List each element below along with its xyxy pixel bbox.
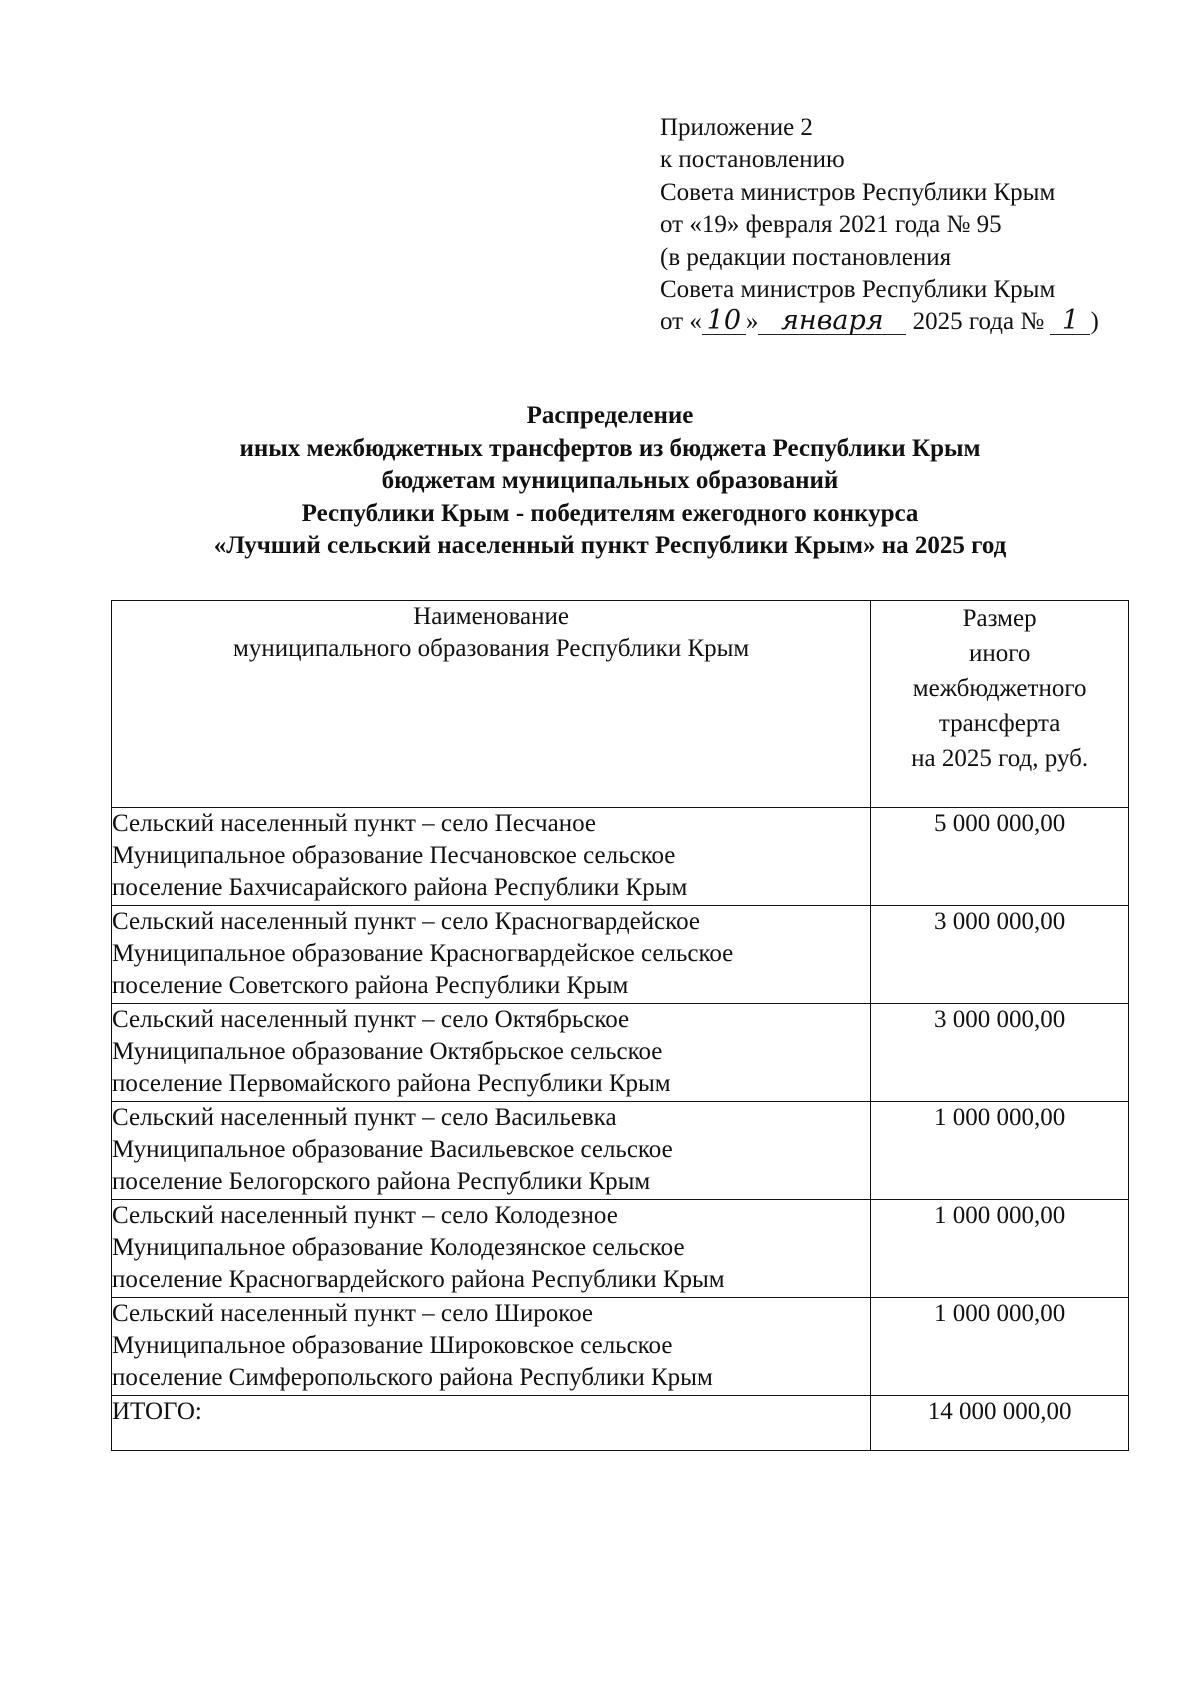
appendix-block — [660, 112, 1180, 339]
appendix-line: Приложение 2 — [660, 114, 813, 141]
municipality-cell: Сельский населенный пункт – село Широкое Муниципальное образование Широковское сельское поселение Симферопольского района Республики Крым — [112, 1298, 871, 1396]
amount-cell: 1 000 000,00 — [871, 1298, 1129, 1396]
municipality-cell: Сельский населенный пункт – село Красногвардейское Муниципальное образование Красногвардейское сельское поселение Советского района Республики Крым — [112, 906, 871, 1004]
table-row — [112, 1298, 1129, 1396]
table-row — [112, 906, 1129, 1004]
document-title — [110, 400, 1110, 563]
table-row — [112, 808, 1129, 906]
amount-cell: 1 000 000,00 — [871, 1200, 1129, 1298]
handwritten-day: 10 — [702, 308, 746, 335]
appendix-line: к постановлению — [660, 146, 845, 174]
municipality-cell: Сельский населенный пункт – село Песчаное Муниципальное образование Песчановское сельское поселение Бахчисарайского района Республики Крым — [112, 808, 871, 906]
handwritten-month: января — [758, 308, 906, 335]
title-line: иных межбюджетных трансфертов из бюджета Республики Крым — [239, 434, 981, 462]
total-amount: 14 000 000,00 — [871, 1396, 1129, 1451]
title-line: Распределение — [526, 402, 694, 429]
table-row — [112, 1200, 1129, 1298]
municipality-cell: Сельский населенный пункт – село Васильевка Муниципальное образование Васильевское сельское поселение Белогорского района Республики Крым — [112, 1102, 871, 1200]
header-municipality: Наименование муниципального образования Республики Крым — [112, 601, 871, 808]
amendment-date-line: от « 10 » января 2025 года № 1 ) — [660, 305, 1099, 337]
amount-cell: 3 000 000,00 — [871, 1004, 1129, 1102]
total-label: ИТОГО: — [112, 1396, 871, 1451]
appendix-line: Совета министров Республики Крым — [660, 178, 1056, 206]
handwritten-number: 1 — [1050, 308, 1090, 335]
amendment-year: 2025 — [912, 308, 963, 336]
table-row — [112, 1004, 1129, 1102]
total-row — [112, 1396, 1129, 1451]
table-row — [112, 1102, 1129, 1200]
appendix-line: Совета министров Республики Крым — [660, 276, 1056, 304]
title-line: Республики Крым - победителям ежегодного конкурса — [301, 499, 919, 527]
appendix-line: от «19» февраля 2021 года № 95 — [660, 211, 1002, 239]
amount-cell: 5 000 000,00 — [871, 808, 1129, 906]
amount-cell: 3 000 000,00 — [871, 906, 1129, 1004]
title-line: бюджетам муниципальных образований — [381, 467, 839, 494]
appendix-line: (в редакции постановления — [660, 243, 952, 271]
amount-cell: 1 000 000,00 — [871, 1102, 1129, 1200]
municipality-cell: Сельский населенный пункт – село Октябрьское Муниципальное образование Октябрьское сельское поселение Первомайского района Республики Крым — [112, 1004, 871, 1102]
table-header-row — [112, 601, 1129, 808]
municipality-cell: Сельский населенный пункт – село Колодезное Муниципальное образование Колодезянское сельское поселение Красногвардейского района Республики Крым — [112, 1200, 871, 1298]
title-line: «Лучший сельский населенный пункт Республики Крым» на 2025 год — [213, 532, 1007, 559]
header-amount: Размер иного межбюджетного трансферта на 2025 год, руб. — [871, 601, 1129, 808]
transfers-table — [111, 600, 1129, 1451]
